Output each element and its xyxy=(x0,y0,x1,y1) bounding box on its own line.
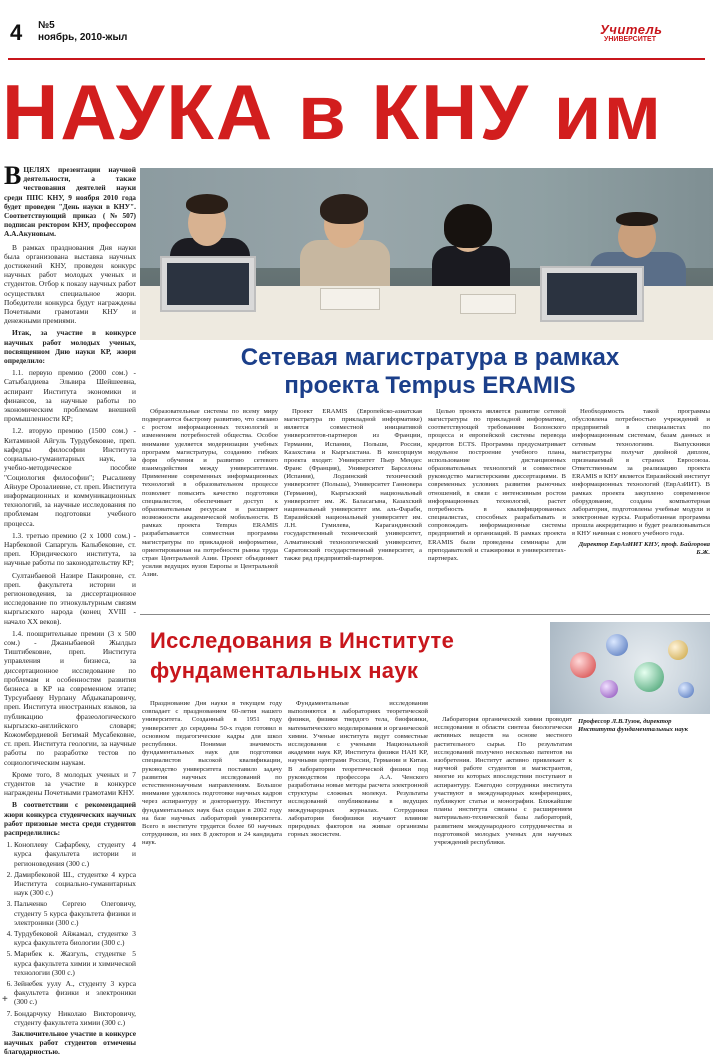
article2-col-4 xyxy=(578,716,710,1016)
students-list xyxy=(14,840,136,1027)
photo-name-card xyxy=(460,294,516,314)
header-divider xyxy=(8,58,705,60)
logo-subtitle: УНИВЕРСИТЕТ xyxy=(604,36,656,43)
article2-text: Празднование Дня науки в текущем году совпадает с празднованием 60-летия нашего университета. Созданный в 1951 году университет до середины 50-х годов готовил в основном педагогические кадры для школ республики. Понимая значимость фундаментальных наук для подготовки специалистов высокой квалификации, руководство университета поставило задачу развития научных исследований по естественнонаучным направлениям. Большое внимание уделялось подготовке научных кадров через аспирантуру и докторантуру. Институт фундаментальных наук был создан в 2002 году на базе научных лабораторий университета. Всего в институте трудятся более 60 научных сотрудников, из них 8 докторов и 24 кандидата наук. xyxy=(142,700,282,847)
article2-text: Фундаментальные исследования выполняются в лабораториях теоретической физики, физики твердого тела, биофизики, математического моделирования и органической химии. Ученые института ведут совместные исследования с учеными Национальной академии наук КР, Института физики НАН КР, научными центрами России, Германии и Китая. В лаборатории теоретической физики под руководством профессора А.А. Ченского разработаны новые методы расчета электронной структуры сложных молекул. Результаты исследований опубликованы в ведущих международных журналах. Сотрудники лаборатории биофизики изучают влияние природных факторов на живые организмы горных экосистем. xyxy=(288,700,428,839)
article2-col-1 xyxy=(142,700,282,1000)
left-paragraph: Итак, за участие в конкурсе научных работ молодых ученых, посвященном Дню науки КР, жюри определило: xyxy=(4,328,136,366)
left-paragraph: 1.3. третью премию (2 х 1000 сом.) - Нарбековой Сапаргуль Калыбековне, ст. преп. Юридического института, за научные работы по законодательству КР; xyxy=(4,530,136,568)
article1-text: Образовательные системы по всему миру подвергаются быстрому развитию, что связано с ростом информационных технологий и изменением потребностей общества. Особое внимание уделяется модернизации учебных программ магистратуры, созданию гибких форм обучения и развитию сетевого взаимодействия между университетами. Применение современных информационных технологий в образовательном процессе позволяет повысить качество подготовки специалистов, обеспечивает доступ к образовательным ресурсам и расширяет возможности академической мобильности. В рамках проекта Tempus ERAMIS разрабатывается совместная программа магистратуры по прикладной информатике, ориентированная на потребности рынка труда стран Центральной Азии. Проект объединяет усилия ведущих вузов Европы и Центральной Азии. xyxy=(142,408,278,579)
article1-title-line2: проекта Tempus ERAMIS xyxy=(284,372,576,399)
article1-text: Необходимость такой программы обусловлена потребностью учреждений и предприятий в специалистах по информационным системам, базам данных и сетевым технологиям. Выпускники магистратуры получат двойной диплом, признаваемый в странах Евросоюза. Ответственным за реализацию проекта ERAMIS в КНУ является Евразийский институт информационных технологий (ЕврАзИИТ). В рамках проекта закуплено современное оборудование, создана компьютерная лаборатория, подготовлены учебные модули и электронные курсы. Разработанная программа прошла аккредитацию и будет реализовываться в КНУ начиная с нового учебного года. xyxy=(572,408,710,538)
left-paragraph: 1.1. первую премию (2000 сом.) - Сатыбалдиева Эльвира Шейшеевна, аспирант Института экономики и финансов, за научные работы по экономическим проблемам внешней промышленности КР; xyxy=(4,368,136,424)
page-header xyxy=(0,0,713,70)
page-number: 4 xyxy=(10,20,23,45)
article2-signature: Профессор Л.В.Тузов, директор Института фундаментальных наук xyxy=(578,718,688,734)
students-heading: В соответствии с рекомендацией жюри конкурса студенческих научных работ призовые места среди студентов распределились: xyxy=(4,800,136,838)
article2-col-3 xyxy=(434,716,572,1016)
student-item: 7. Бондарчуку Николаю Викторовичу, студенту факультета химии (300 с.) xyxy=(14,1009,136,1027)
student-item: 1. Коноплеву Сафарбеку, студенту 4 курса факультета истории и регионоведения (300 с.) xyxy=(14,840,136,868)
article2-col-2 xyxy=(288,700,428,1000)
left-paragraph: Кроме того, 8 молодых ученых и 7 студентов за участие в конкурсе награждены Почетными грамотами КНУ. xyxy=(4,769,136,798)
left-column-article xyxy=(4,161,136,1057)
article1-signature: Директор ЕврАзИИТ КНУ, проф. Байгорова Б.Ж. xyxy=(578,540,710,556)
issue-date: ноябрь, 2010-жыл xyxy=(38,32,128,43)
issue-number: №5 xyxy=(38,20,55,31)
photo-person-3 xyxy=(420,198,520,298)
main-headline: НАУКА в КНУ им xyxy=(2,68,664,156)
left-paragraph: В рамках празднования Дня науки была организована выставка научных достижений КНУ, проведен конкурс научных работ молодых ученых и студентов. Отбор к показу научных работ осуществлял специальное жюри. Победители конкурса будут награждены Почетными грамотами КНУ и денежными премиями. xyxy=(4,242,136,326)
drop-cap: В xyxy=(4,161,22,190)
molecule-illustration xyxy=(550,622,710,714)
student-item: 5. Марибек к. Жазгуль, студентке 5 курса факультета химии и химической технологии (300 с.) xyxy=(14,949,136,977)
photo-laptop-2 xyxy=(540,266,644,322)
conference-photo xyxy=(140,168,713,340)
left-paragraph: 1.4. поощрительные премии (3 х 500 сом.) - Джаныбаевой Жылдыз Тиштибековне, преп. Института управления и бизнеса, за диссертационное исследование по проблемам и особенностям развития бизнеса в КР на современном этапе; Турсунбаеву Нурлану Абдыкапаровичу, преп. Института иностранных языков, за публикацию фразеологического кыргызско-английского словаря; Кожомбердиевой Бегимай Мусабековне, ст. преп. Института геологии, за научные работы по разработке тестов по социологическим наукам. xyxy=(4,628,136,767)
student-item: 6. Зейнебек уулу А., студенту 3 курса факультета физики и электроники (300 с.) xyxy=(14,979,136,1007)
article1-title-line1: Сетевая магистратура в рамках xyxy=(240,344,620,371)
article2-title xyxy=(150,626,550,696)
student-item: 4. Турдубековой Айжамал, студентке 3 курса факультета биологии (300 с.) xyxy=(14,929,136,947)
article1-text: Проект ERAMIS (Европейско-азиатская магистратура по прикладной информатике) является совместной инициативой университетов-партнеров из Франции, Германии, Испании, Польши, России, Казахстана и Кыргызстана. В консорциум проекта входят: Университет Пьер Мендес Франс (Франция), Университет Барселоны (Испания), Лодзинский технический университет (Польша), Университет Ганновера (Германия), Кыргызский национальный университет им. Ж. Баласагына, Казахский национальный университет им. аль-Фараби, Евразийский национальный университет им. Л.Н. Гумилева, Карагандинский государственный технический университет, Алматинский технологический университет, Саратовский государственный университет, а также ряд предприятий-партнеров. xyxy=(284,408,422,562)
article1-col-4 xyxy=(572,408,710,610)
article2-title-line2: фундаментальных наук xyxy=(150,658,419,683)
crop-mark: + xyxy=(2,994,8,1005)
student-item: 2. Дамирбековой Ш., студентке 4 курса Института социально-гуманитарных наук (300 с.) xyxy=(14,870,136,898)
article1-text: Целью проекта является развитие сетевой магистратуры по прикладной информатике, соответствующей требованиям Болонского процесса и европейской системы перевода кредитов ECTS. Программа предусматривает модульное построение учебного плана, использование дистанционных образовательных технологий и совместное руководство магистерскими диссертациями. В современных условиях развития рыночных отношений, в связи с интенсивным ростом информационных технологий, растет потребность в квалифицированных специалистах, способных разрабатывать и сопровождать информационные системы предприятий и организаций. В рамках проекта ERAMIS были проведены семинары для преподавателей и стажировки в университетах-партнерах. xyxy=(428,408,566,562)
photo-person-2 xyxy=(290,188,400,298)
article2-text: Лаборатория органической химии проводит исследования в области синтеза биологически активных веществ на основе местного растительного сырья. По результатам исследований получено несколько патентов на изобретения. Институт активно привлекает к научной работе студентов и магистрантов, многие из которых впоследствии поступают в аспирантуру. Ежегодно сотрудники института участвуют в международных конференциях, публикуют статьи и монографии. Ближайшие планы института связаны с расширением материально-технической базы лабораторий, развитием международного сотрудничества и подготовкой молодых ученых для научных учреждений республики. xyxy=(434,716,572,847)
logo-title: Учитель xyxy=(600,22,663,37)
article-separator xyxy=(140,614,710,615)
left-intro xyxy=(4,161,136,239)
newspaper-logo xyxy=(600,18,696,48)
article1-title xyxy=(150,344,710,406)
issue-info xyxy=(38,20,127,44)
photo-laptop-1 xyxy=(160,256,256,312)
article1-col-1 xyxy=(142,408,278,610)
photo-name-card xyxy=(320,288,380,310)
left-closing: Заключительное участие в конкурсе научных работ студентов отмечены благодарностью. xyxy=(4,1029,136,1057)
left-paragraph: Султанбаевой Назире Пакировне, ст. преп. факультета истории и регионоведения, за диссертационное исследование по этнокультурным связям кыргызского народа (конец XVIII - начало XX веков). xyxy=(4,570,136,626)
student-item: 3. Пальченко Сергею Олеговичу, студенту 5 курса факультета физики и электроники (300 с.) xyxy=(14,899,136,927)
left-paragraph: 1.2. вторую премию (1500 сом.) - Китаминой Айгуль Турдубековне, преп. кафедры философии Института социально-гуманитарных наук, за учебно-методическое пособие "Социология философии"; Рысалиеву Айнуре Орозалиевне, ст. преп. Института информационных и коммуникационных технологий, за научные исследования по проблемам подготовки учебного процесса. xyxy=(4,426,136,528)
intro-text: ЦЕЛЯХ презентации научной деятельности, а также чествования деятелей науки среди ППС КНУ, 9 ноября 2010 года будет проведен "День науки в КНУ". Соответствующий приказ (№507) подписан ректором КНУ, профессором А.А.Акуновым. xyxy=(4,165,136,239)
article2-title-line1: Исследования в Институте xyxy=(150,628,455,653)
article1-col-2 xyxy=(284,408,422,610)
article1-col-3 xyxy=(428,408,566,610)
